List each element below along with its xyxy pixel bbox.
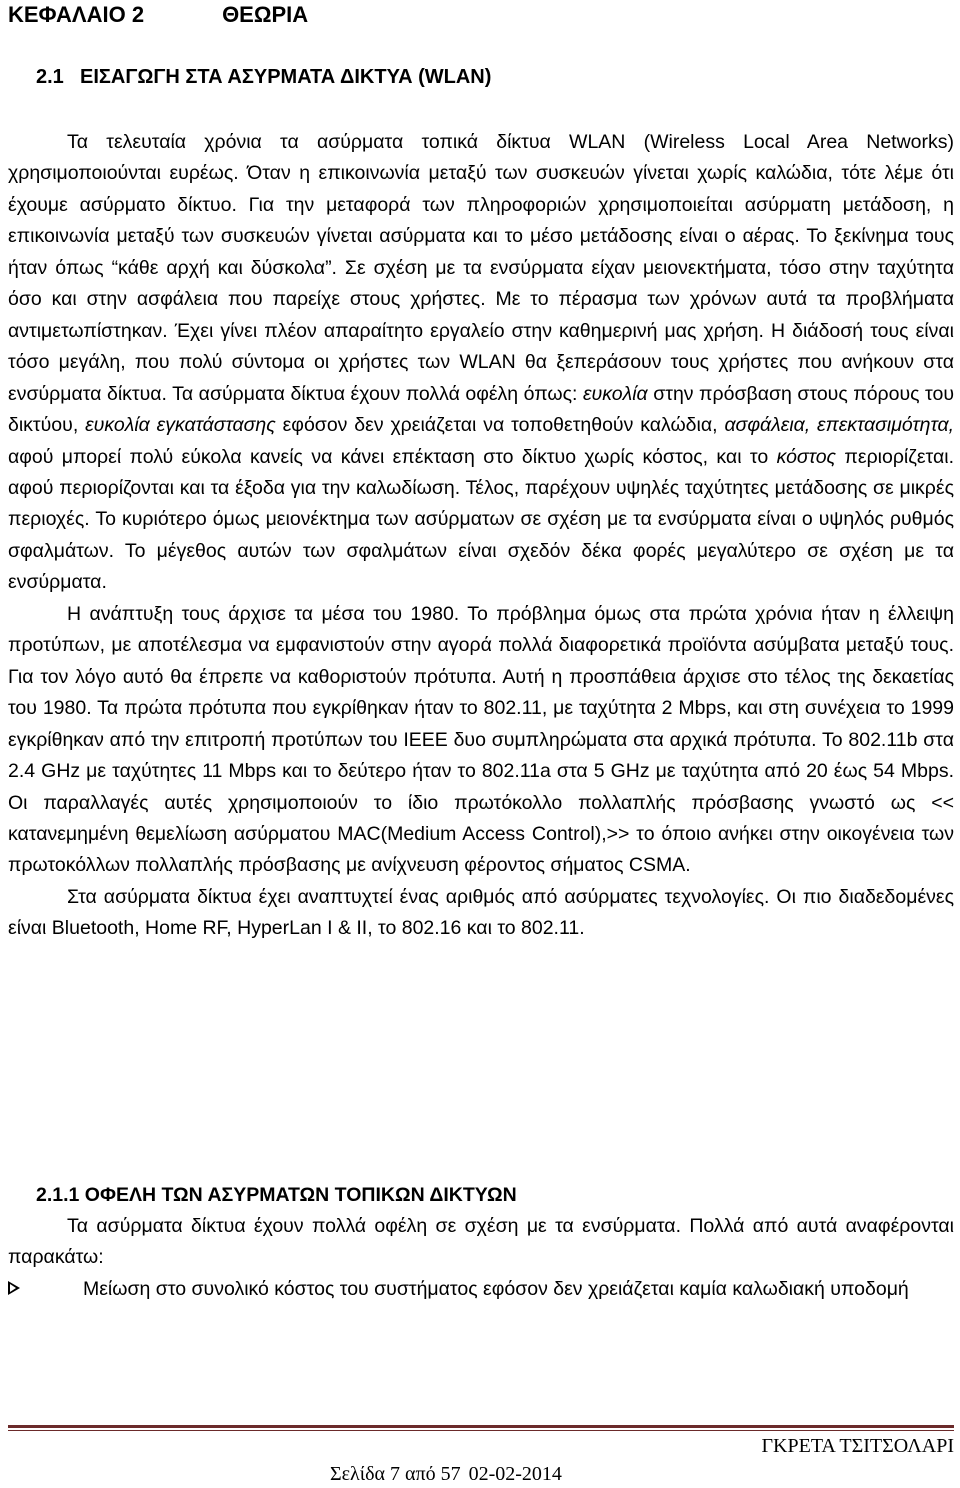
chapter-label: ΚΕΦΑΛΑΙΟ 2 (8, 2, 145, 27)
section-number: 2.1 (36, 66, 64, 88)
paragraph-1-text-c: εφόσον δεν χρειάζεται να τοποθετηθούν καλώδια, (282, 414, 718, 437)
section-body (8, 127, 954, 945)
paragraph-1 (8, 127, 954, 599)
emphasis-security: ασφάλεια, επεκτασιμότητα, (724, 414, 955, 437)
bullet-text: Μείωση στο συνολικό κόστος του συστήματος εφόσον δεν χρειάζεται καμία καλωδιακή υποδομή (83, 1278, 909, 1300)
paragraph-2: Η ανάπτυξη τους άρχισε τα μέσα του 1980. Το πρόβλημα όμως στα πρώτα χρόνια ήταν η έλλειψη προτύπων, με αποτέλεσμα να εμφανιστούν στην αγορά πολλά διαφορετικά προϊόντα ασύμβατα μεταξύ τους. Για τον λόγο αυτό θα έπρεπε να καθοριστούν πρότυπα. Αυτή η προσπάθεια άρχισε στο τέλος της δεκαετίας του 1980. Τα πρώτα πρότυπα που εγκρίθηκαν ήταν το 802.11, με ταχύτητα 2 Mbps, και στη συνέχεια το 1999 εγκρίθηκαν από την επιτροπή προτύπων του IEEE δυο συμπληρώματα στα αρχικά πρότυπα. Το 802.11b στα 2.4 GHz με ταχύτητες 11 Mbps και το δεύτερο ήταν το 802.11a στα 5 GHz με ταχύτητα από 20 έως 54 Mbps. Οι παραλλαγές αυτές χρησιμοποιούν το ίδιο πρωτόκολλο πολλαπλής πρόσβασης γνωστό ως << κατανεμημένη θεμελίωση ασύρματου MAC(Medium Access Control),>> το όποιο ανήκει στην οικογένεια των πρωτοκόλλων πολλαπλής πρόσβασης με ανίχνευση φέροντος σήματος CSMA. (8, 602, 954, 877)
paragraph-1-text-e: περιορίζεται. αφού περιορίζονται και τα έξοδα για την καλωδίωση. Τέλος, παρέχουν υψηλές ταχύτητες μετάδοσης σε μικρές περιοχές. Το κυριότερο όμως μειονέκτημα των ασύρματων σε σχέση με τα ενσύρματα είναι ο υψηλός ρυθμός σφαλμάτων. Το μέγεθος αυτών των σφαλμάτων είναι σχεδόν δέκα φορές μεγαλύτερο σε σχέση με τα ενσύρματα. (8, 445, 955, 594)
paragraph-3: Στα ασύρματα δίκτυα έχει αναπτυχτεί ένας αριθμός από ασύρματες τεχνολογίες. Οι πιο διαδεδομένες είναι Bluetooth, Home RF, HyperLan I & II, το 802.16 και το 802.11. (8, 885, 954, 940)
subsection-heading: 2.1.1 ΟΦΕΛΗ ΤΩΝ ΑΣΥΡΜΑΤΩΝ ΤΟΠΙΚΩΝ ΔΙΚΤΥΩΝ (36, 1184, 517, 1206)
paragraph-1-text-a: Τα τελευταία χρόνια τα ασύρματα τοπικά δίκτυα WLAN (Wireless Local Area Networks) χρησιμοποιούνται ευρέως. Όταν η επικοινωνία μεταξύ των συσκευών γίνεται χωρίς καλώδια, τότε λέμε ότι έχουμε ασύρματο δίκτυο. Για την μεταφορά των πληροφοριών χρησιμοποιείται ασύρματη μετάδοση, η επικοινωνία μεταξύ των συσκευών γίνεται ασύρματα και το μέσο μετάδοσης είναι ο αέρας. Το ξεκίνημα τους ήταν όπως “κάθε αρχή και δύσκολα”. Σε σχέση με τα ενσύρματα είχαν μειονεκτήματα, τόσο στην ταχύτητα όσο και στην ασφάλεια που παρείχε στους χρήστες. Με το πέρασμα των χρόνων αυτά τα προβλήματα αντιμετωπίστηκαν. Έχει γίνει πλέον απαραίτητο εργαλείο στην καθημερινή μας χρήση. Η διάδοσή τους είναι τόσο μεγάλη, που πολύ σύντομα οι χρήστες των WLAN θα ξεπεράσουν τους χρήστες που ανήκουν στα ενσύρματα δίκτυα. Τα ασύρματα δίκτυα έχουν πολλά οφέλη όπως: (8, 131, 954, 405)
paragraph-1-text-b: στην πρόσβαση στους πόρους του δικτύου, (8, 382, 954, 437)
paragraph-1-text-d: αφού μπορεί πολύ εύκολα κανείς να κάνει επέκταση στο δίκτυο χωρίς κόστος, και το (8, 445, 769, 468)
arrow-bullet-icon (8, 1281, 20, 1295)
subsection-intro: Τα ασύρματα δίκτυα έχουν πολλά οφέλη σε σχέση με τα ενσύρματα. Πολλά από αυτά αναφέρονται παρακάτω: (8, 1215, 954, 1269)
chapter-part-label: ΘΕΩΡΙΑ (222, 2, 309, 27)
subsection-body (8, 1211, 954, 1274)
chapter-header (8, 0, 308, 30)
emphasis-cost: κόστος (776, 445, 837, 468)
footer-rule-thin (8, 1430, 954, 1431)
footer-date: 02-02-2014 (468, 1463, 562, 1485)
footer-rule (8, 1425, 954, 1428)
emphasis-ease-install: ευκολία εγκατάστασης (85, 414, 276, 437)
footer-author: ΓΚΡΕΤΑ ΤΣΙΤΣΟΛΑΡΙ (761, 1435, 954, 1457)
footer-page-info (330, 1461, 562, 1487)
emphasis-ease: ευκολία (582, 382, 648, 405)
page-number: Σελίδα 7 από 57 (330, 1463, 461, 1485)
section-title: ΕΙΣΑΓΩΓΗ ΣΤΑ ΑΣΥΡΜΑΤΑ ΔΙΚΤΥΑ (WLAN) (80, 66, 492, 88)
section-heading (36, 62, 491, 92)
bullet-item (8, 1274, 954, 1305)
